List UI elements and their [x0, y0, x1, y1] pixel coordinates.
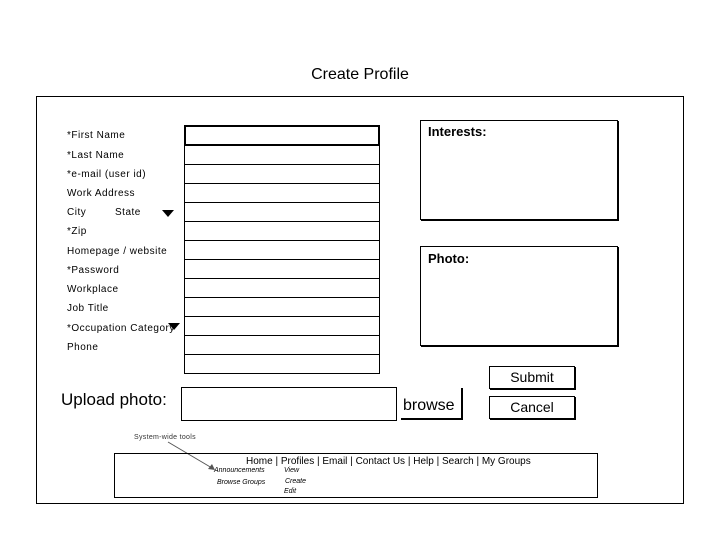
sub-announcements[interactable]: Announcements: [214, 467, 265, 474]
extra-field[interactable]: [184, 354, 380, 374]
state-label: State: [115, 207, 141, 218]
upload-photo-label: Upload photo:: [61, 390, 167, 409]
first-name-field[interactable]: [184, 125, 380, 145]
nav-separator: |: [476, 456, 480, 467]
password-label: *Password: [67, 265, 120, 276]
interests-title: Interests:: [428, 124, 487, 139]
zip-field[interactable]: [184, 221, 380, 240]
email-field[interactable]: [184, 164, 380, 183]
system-tools-label: System-wide tools: [134, 434, 196, 441]
upload-path-input[interactable]: [181, 387, 397, 421]
job-title-field[interactable]: [184, 297, 380, 316]
occupation-category-label: *Occupation Category: [67, 323, 175, 334]
cancel-button[interactable]: Cancel: [489, 396, 575, 419]
nav-contact-us[interactable]: Contact Us: [355, 456, 406, 467]
occupation-dropdown-arrow-icon[interactable]: [168, 323, 180, 330]
email-label: *e-mail (user id): [67, 169, 147, 180]
last-name-field[interactable]: [184, 145, 380, 164]
occupation-category-field[interactable]: [184, 316, 380, 335]
password-field[interactable]: [184, 259, 380, 278]
sub-create[interactable]: Create: [285, 478, 307, 485]
nav-profiles[interactable]: Profiles: [280, 456, 315, 467]
sub-view[interactable]: View: [284, 467, 300, 474]
city-label: City: [67, 207, 87, 218]
nav-my-groups[interactable]: My Groups: [481, 456, 531, 467]
state-dropdown-arrow-icon[interactable]: [162, 210, 174, 217]
first-name-label: *First Name: [67, 130, 126, 141]
browse-button[interactable]: browse: [403, 397, 455, 414]
city-state-field[interactable]: [184, 202, 380, 221]
workplace-label: Workplace: [67, 284, 119, 295]
nav-help[interactable]: Help: [413, 456, 434, 467]
page-title: Create Profile: [311, 66, 409, 83]
nav-separator: |: [317, 456, 320, 467]
nav-separator: |: [275, 456, 279, 467]
nav-separator: |: [350, 456, 353, 467]
global-nav: [246, 456, 531, 467]
work-address-label: Work Address: [67, 188, 136, 199]
sub-browse-groups[interactable]: Browse Groups: [217, 479, 266, 486]
sub-edit[interactable]: Edit: [284, 488, 297, 495]
phone-field[interactable]: [184, 335, 380, 354]
homepage-field[interactable]: [184, 240, 380, 259]
photo-title: Photo:: [428, 251, 470, 266]
nav-email[interactable]: Email: [322, 456, 348, 467]
work-address-field[interactable]: [184, 183, 380, 202]
nav-search[interactable]: Search: [441, 456, 474, 467]
workplace-field[interactable]: [184, 278, 380, 297]
zip-label: *Zip: [67, 226, 87, 237]
phone-label: Phone: [67, 342, 99, 353]
submit-button[interactable]: Submit: [489, 366, 575, 389]
nav-home[interactable]: Home: [246, 456, 273, 467]
browse-button-frame: [401, 388, 463, 420]
job-title-label: Job Title: [67, 303, 109, 314]
nav-separator: |: [436, 456, 440, 467]
homepage-label: Homepage / website: [67, 246, 168, 257]
last-name-label: *Last Name: [67, 150, 125, 161]
nav-separator: |: [407, 456, 411, 467]
